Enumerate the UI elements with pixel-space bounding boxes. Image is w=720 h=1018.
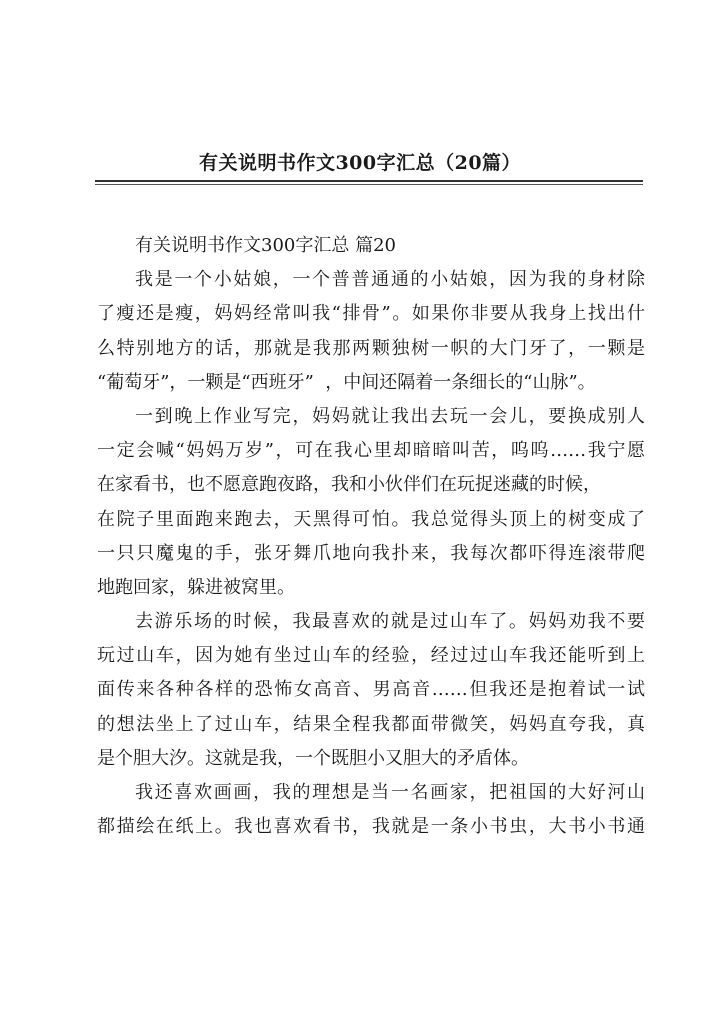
paragraph-line: 一只只魔鬼的手，张牙舞爪地向我扑来，我每次都吓得连滚带爬	[97, 542, 645, 564]
paragraph-line: 都描绘在纸上。我也喜欢看书，我就是一条小书虫，大书小书通	[97, 816, 645, 838]
paragraph-line: 一到晚上作业写完，妈妈就让我出去玩一会儿，要换成别人	[135, 405, 645, 427]
paragraph-line: 面传来各种各样的恐怖女高音、男高音……但我还是抱着试一试	[97, 679, 645, 701]
title-rule-thin	[95, 184, 643, 185]
paragraph-line: 在家看书，也不愿意跑夜路，我和小伙伴们在玩捉迷藏的时候，	[97, 474, 601, 496]
paragraph-line: 是个胆大汐。这就是我，一个既胆小又胆大的矛盾体。	[97, 747, 529, 769]
paragraph-line: “葡萄牙”，一颗是“西班牙” ，中间还隔着一条细长的“山脉”。	[97, 371, 596, 393]
paragraph-line: 玩过山车，因为她有坐过山车的经验，经过过山车我还能听到上	[97, 645, 645, 667]
paragraph-line: 在院子里面跑来跑去，天黑得可怕。我总觉得头顶上的树变成了	[97, 508, 645, 530]
paragraph-line: 么特别地方的话，那就是我那两颗独树一帜的大门牙了，一颗是	[97, 337, 645, 359]
title-rule-thick	[95, 180, 643, 182]
paragraph-line: 一定会喊“妈妈万岁”，可在我心里却暗暗叫苦，呜呜……我宁愿	[97, 440, 645, 462]
document-title: 有关说明书作文300字汇总（20篇）	[198, 152, 522, 174]
section-heading: 有关说明书作文300字汇总 篇20	[135, 235, 396, 256]
paragraph-line: 了瘦还是瘦，妈妈经常叫我“排骨”。如果你非要从我身上找出什	[97, 303, 645, 325]
paragraph-line: 地跑回家，躲进被窝里。	[97, 576, 295, 598]
paragraph-line: 我还喜欢画画，我的理想是当一名画家，把祖国的大好河山	[135, 782, 645, 803]
paragraph-line: 我是一个小姑娘，一个普普通通的小姑娘，因为我的身材除	[135, 269, 645, 291]
paragraph-line: 的想法坐上了过山车，结果全程我都面带微笑，妈妈直夸我，真	[97, 713, 645, 735]
paragraph-line: 去游乐场的时候，我最喜欢的就是过山车了。妈妈劝我不要	[135, 611, 645, 633]
document-body	[97, 229, 645, 844]
